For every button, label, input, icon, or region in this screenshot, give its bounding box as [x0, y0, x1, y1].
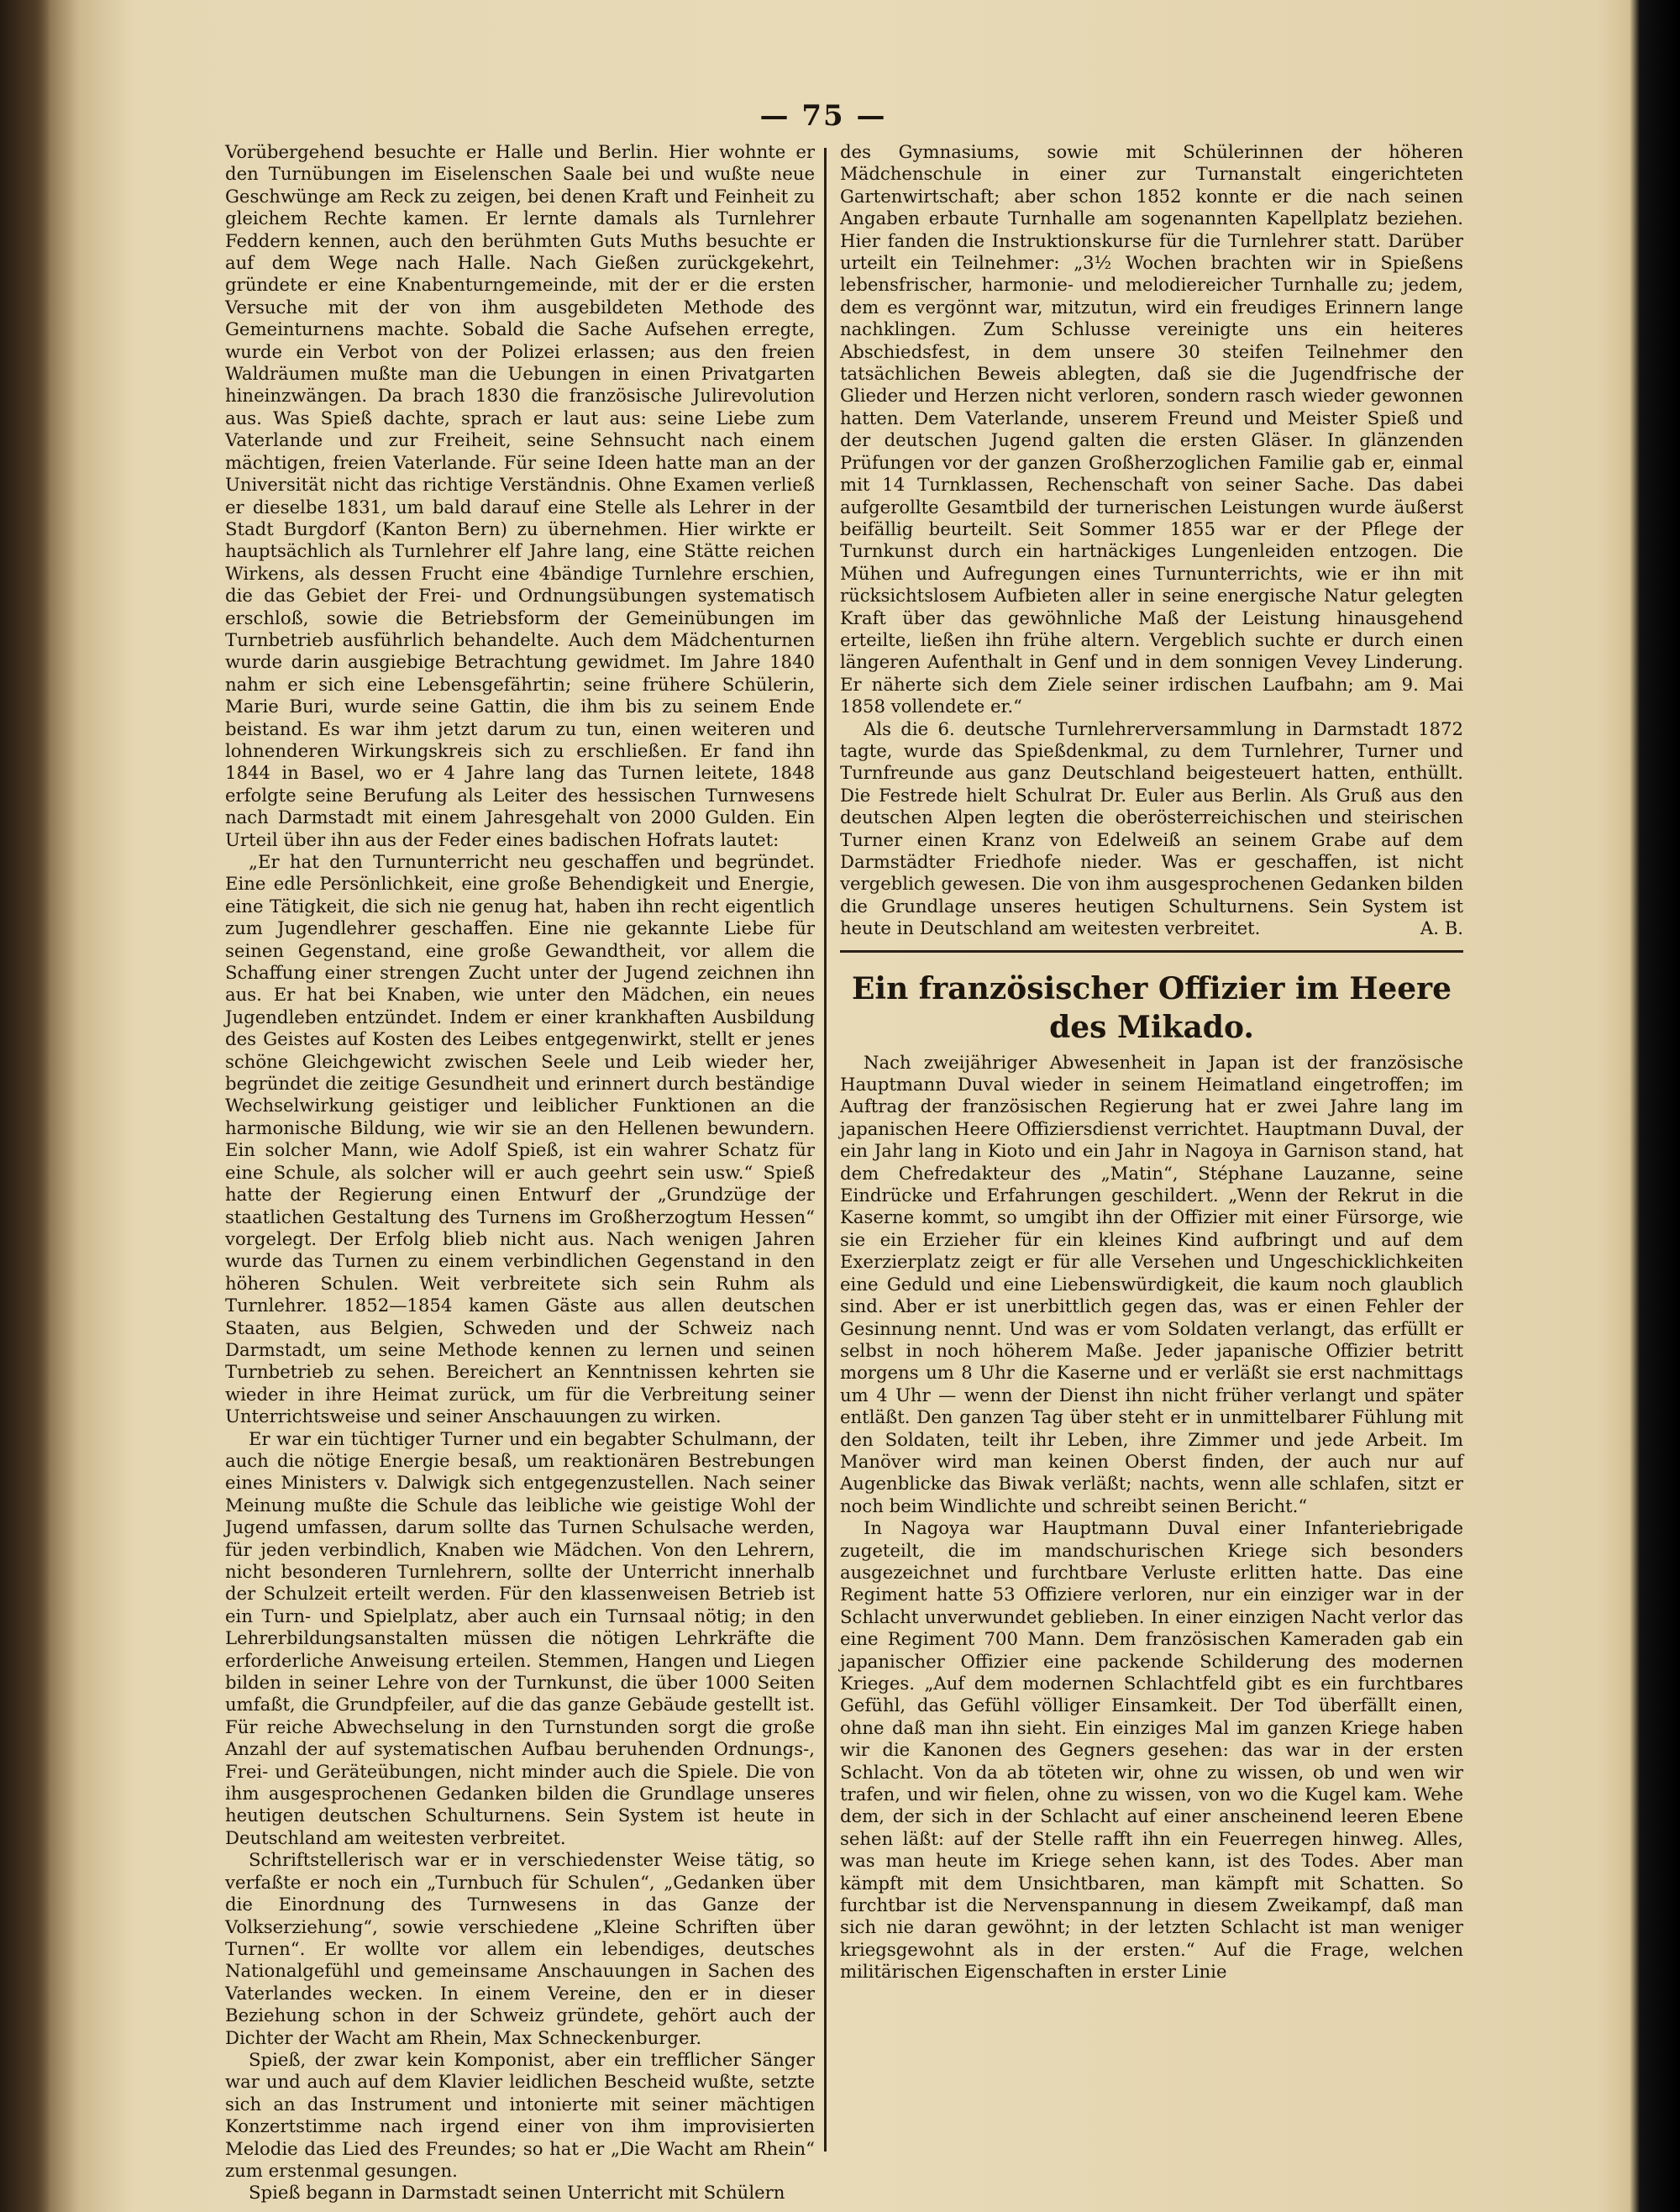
page-number: — 75 —	[759, 99, 887, 133]
book-binding-shadow	[0, 0, 50, 2212]
column-divider	[824, 148, 827, 2152]
right-column	[840, 141, 1463, 2174]
paragraph: Spieß, der zwar kein Komponist, aber ein trefflicher Sänger war und auch auf dem Klavier leidlichen Bescheid wußte, setzte sich an das Instrument und intonierte mit seiner mächtigen Konzertstimme nach irgend einer von ihm improvisierten Melodie das Lied des Freundes; so hat er „Die Wacht am Rhein“ zum erstenmal gesungen.	[225, 2048, 815, 2181]
article-separator	[840, 950, 1463, 953]
paragraph: Er war ein tüchtiger Turner und ein begabter Schulmann, der auch die nötige Energie besaß, um reaktionären Bestrebungen eines Ministers v. Dalwigk sich entgegenzustellen. Nach seiner Meinung mußte die Schule das leibliche wie geistige Wohl der Jugend umfassen, darum sollte das Turnen Schulsache werden, für jeden verbindlich, Knaben wie Mädchen. Von den Lehrern, nicht besonderen Turnlehrern, sollte der Unterricht innerhalb der Schulzeit erteilt werden. Für den klassenweisen Betrieb ist ein Turn- und Spielplatz, aber auch ein Turnsaal nötig; in den Lehrerbildungsanstalten müssen die nötigen Lehrkräfte die erforderliche Anweisung erteilen. Stemmen, Hangen und Liegen bilden in seiner Lehre von der Turnkunst, die über 1000 Seiten umfaßt, die Grundpfeiler, auf die das ganze Gebäude gestellt ist. Für reiche Abwechselung in den Turnstunden sorgt die große Anzahl der auf systematischen Aufbau beruhenden Ordnungs-, Frei- und Geräteübungen, nicht minder auch die Spiele. Die von ihm ausgesprochenen Gedanken bilden die Grundlage unseres heutigen deutschen Schulturnens. Sein System ist heute in Deutschland am weitesten verbreitet.	[225, 1427, 815, 1848]
left-column	[225, 141, 815, 2204]
article-title: Ein französischer Offizier im Heere des Mikado.	[851, 970, 1452, 1045]
author-signature: A. B.	[1420, 917, 1463, 939]
closing-text: Als die 6. deutsche Turnlehrerversammlung in Darmstadt 1872 tagte, wurde das Spießdenkmal, zu dem Turnlehrer, Turner und Turnfreunde aus ganz Deutschland beigesteuert hatten, enthüllt. Die Festrede hielt Schulrat Dr. Euler aus Berlin. Als Gruß aus den deutschen Alpen legten die oberösterreichischen und steirischen Turner einen Kranz von Edelweiß an seinem Grabe auf dem Darmstädter Friedhofe nieder. Was er geschaffen, ist nicht vergeblich gewesen. Die von ihm ausgesprochenen Gedanken bilden die Grundlage unseres heutigen Schulturnens. Sein System ist heute in Deutschland am weitesten verbreitet.	[840, 717, 1463, 939]
quote-paragraph: „Er hat den Turnunterricht neu geschaffen und begründet. Eine edle Persönlichkeit, eine große Behendigkeit und Energie, eine Tätigkeit, die sich nie genug hat, haben ihn recht eigentlich zum Jugendlehrer geschaffen. Eine nie gekannte Liebe für seinen Gegenstand, eine große Gewandtheit, vor allem die Schaffung einer strengen Zucht unter der Jugend zeichnen ihn aus. Er hat bei Knaben, wie unter den Mädchen, ein neues Jugendleben entzündet. Indem er einer krankhaften Ausbildung des Geistes auf Kosten des Leibes entgegenwirkt, stellt er jenes schöne Gleichgewicht zwischen Seele und Leib wieder her, begründet die zeitige Gesundheit und erinnert durch beständige Wechselwirkung geistiger und leiblicher Funktionen an die harmonische Bildung, wie wir sie an den Hellenen bewundern. Ein solcher Mann, wie Adolf Spieß, ist ein wahrer Schatz für eine Schule, als solcher will er auch geehrt sein usw.“ Spieß hatte der Regierung einen Entwurf der „Grundzüge der staatlichen Gestaltung des Turnens im Großherzogtum Hessen“ vorgelegt. Der Erfolg blieb nicht aus. Nach wenigen Jahren wurde das Turnen zu einem verbindlichen Gegenstand in den höheren Schulen. Weit verbreitete sich sein Ruhm als Turnlehrer. 1852—1854 kamen Gäste aus allen deutschen Staaten, aus Belgien, Schweden und der Schweiz nach Darmstadt, um seine Methode kennen zu lernen und seinen Turnbetrieb zu sehen. Bereichert an Kenntnissen kehrten sie wieder in ihre Heimat zurück, um für die Verbreitung seiner Unterrichtsweise und seiner Anschauungen zu wirken.	[225, 851, 815, 1427]
paragraph: Schriftstellerisch war er in verschiedenster Weise tätig, so verfaßte er noch ein „Turnbuch für Schulen“, „Gedanken über die Einordnung des Turnwesens in das Ganze der Volkserziehung“, sowie verschiedene „Kleine Schriften über Turnen“. Er wollte vor allem ein lebendiges, deutsches Nationalgefühl und gemeinsame Anschauungen in Sachen des Vaterlandes wecken. In einem Vereine, den er in dieser Beziehung schon in der Schweiz gründete, gehört auch der Dichter der Wacht am Rhein, Max Schneckenburger.	[225, 1849, 815, 2048]
paragraph: Spieß begann in Darmstadt seinen Unterricht mit Schülern	[249, 2182, 785, 2204]
paragraph	[840, 718, 1463, 940]
paragraph: Vorübergehend besuchte er Halle und Berlin. Hier wohnte er den Turnübungen im Eiselenschen Saale bei und wußte neue Geschwünge am Reck zu zeigen, bei denen Kraft und Feinheit zu gleichem Rechte kamen. Er lernte damals als Turnlehrer Feddern kennen, auch den berühmten Guts Muths besuchte er auf dem Wege nach Halle. Nach Gießen zurückgekehrt, gründete er eine Knabenturngemeinde, mit der er die ersten Versuche mit der von ihm ausgebildeten Methode des Gemeinturnens machte. Sobald die Sache Aufsehen erregte, wurde ein Verbot von der Polizei erlassen; aus den freien Waldräumen mußte man die Uebungen in einen Privatgarten hineinzwängen. Da brach 1830 die französische Julirevolution aus. Was Spieß dachte, sprach er laut aus: seine Liebe zum Vaterlande und zur Freiheit, seine Sehnsucht nach einem mächtigen, freien Vaterlande. Für seine Ideen hatte man an der Universität nicht das richtige Verständnis. Ohne Examen verließ er dieselbe 1831, um bald darauf eine Stelle als Lehrer in der Stadt Burgdorf (Kanton Bern) zu übernehmen. Hier wirkte er hauptsächlich als Turnlehrer elf Jahre lang, eine Stätte reichen Wirkens, als dessen Frucht eine 4bändige Turnlehre erschien, die das Gebiet der Frei- und Ordnungsübungen systematisch erschloß, sowie die Betriebsform der Gemeinübungen im Turnbetrieb ausführlich behandelte. Auch dem Mädchenturnen wurde darin ausgiebige Betrachtung gewidmet. Im Jahre 1840 nahm er sich eine Lebensgefährtin; seine frühere Schülerin, Marie Buri, wurde seine Gattin, die ihm bis zu seinem Ende beistand. Es war ihm jetzt darum zu tun, einen weiteren und lohnenderen Wirkungskreis sich zu erschließen. Er fand ihn 1844 in Basel, wo er 4 Jahre lang das Turnen leitete, 1848 erfolgte seine Berufung als Leiter des hessischen Turnwesens nach Darmstadt mit einem Jahresgehalt von 2000 Gulden. Ein Urteil über ihn aus der Feder eines badischen Hofrats lautet:	[225, 141, 815, 850]
paragraph: des Gymnasiums, sowie mit Schülerinnen der höheren Mädchenschule in einer zur Turnanstalt eingerichteten Gartenwirtschaft; aber schon 1852 konnte er die nach seinen Angaben erbaute Turnhalle am sogenannten Kapellplatz beziehen. Hier fanden die Instruktionskurse für die Turnlehrer statt. Darüber urteilt ein Teilnehmer: „3½ Wochen brachten wir in Spießens lebensfrischer, harmonie- und melodiereicher Turnhalle zu; jedem, dem es vergönnt war, mitzutun, wird ein freudiges Erinnern lange nachklingen. Zum Schlusse vereinigte uns ein heiteres Abschiedsfest, in dem unsere 30 steifen Teilnehmer den tatsächlichen Beweis ablegten, daß sie die Jugendfrische der Glieder und Herzen nicht verloren, sondern rasch wieder gewonnen hatten. Dem Vaterlande, unserem Freund und Meister Spieß und der deutschen Jugend galten die ersten Gläser. In glänzenden Prüfungen vor der ganzen Großherzoglichen Familie gab er, einmal mit 14 Turnklassen, Rechenschaft von seiner Sache. Das dabei aufgerollte Gesamtbild der turnerischen Leistungen wurde äußerst beifällig beurteilt. Seit Sommer 1855 war er der Pflege der Turnkunst durch ein hartnäckiges Lungenleiden entzogen. Die Mühen und Aufregungen eines Turnunterrichts, wie er ihn mit rücksichtslosem Aufbieten aller in seine energische Natur gelegten Kraft über das gewöhnliche Maß der Leistung hinausgehend erteilte, ließen ihn frühe altern. Vergeblich suchte er durch einen längeren Aufenthalt in Genf und in dem sonnigen Vevey Linderung. Er näherte sich dem Ziele seiner irdischen Laufbahn; am 9. Mai 1858 vollendete er.“	[840, 141, 1463, 717]
paragraph: Nach zweijähriger Abwesenheit in Japan ist der französische Hauptmann Duval wieder in seinem Heimatland eingetroffen; im Auftrag der französischen Regierung hat er zwei Jahre lang im japanischen Heere Offiziersdienst verrichtet. Hauptmann Duval, der ein Jahr lang in Kioto und ein Jahr in Nagoya in Garnison stand, hat dem Chefredakteur des „Matin“, Stéphane Lauzanne, seine Eindrücke und Erfahrungen geschildert. „Wenn der Rekrut in die Kaserne kommt, so umgibt ihn der Offizier mit einer Fürsorge, wie sie ein Erzieher für ein kleines Kind aufbringt und auf dem Exerzierplatz zeigt er für alle Versehen und Ungeschicklichkeiten eine Geduld und eine Liebenswürdigkeit, die kaum noch glaublich sind. Aber er ist unerbittlich gegen das, was er einen Fehler der Gesinnung nennt. Und was er vom Soldaten verlangt, das erfüllt er selbst in noch höherem Maße. Jeder japanische Offizier betritt morgens um 8 Uhr die Kaserne und er verläßt sie erst nachmittags um 4 Uhr — wenn der Dienst ihn nicht früher verlangt und später entläßt. Den ganzen Tag über steht er in unmittelbarer Fühlung mit den Soldaten, teilt ihr Leben, ihre Zimmer und jede Arbeit. Im Manöver wird man keinen Oberst finden, der auch nur auf Augenblicke das Biwak verläßt; nachts, wenn alle schlafen, sitzt er noch beim Windlichte und schreibt seinen Bericht.“	[840, 1051, 1463, 1516]
paragraph: In Nagoya war Hauptmann Duval einer Infanteriebrigade zugeteilt, die im mandschurischen Kriege sich besonders ausgezeichnet und furchtbare Verluste erlitten hatte. Das eine Regiment hatte 53 Offiziere verloren, nur ein einziger war in der Schlacht unverwundet geblieben. In einer einzigen Nacht verlor das eine Regiment 700 Mann. Dem französischen Kameraden gab ein japanischer Offizier eine packende Schilderung des modernen Krieges. „Auf dem modernen Schlachtfeld gibt es ein furchtbares Gefühl, das Gefühl völliger Einsamkeit. Der Tod überfällt einen, ohne daß man ihn sieht. Ein einziges Mal im ganzen Kriege haben wir die Kanonen des Gegners gesehen: das war in der ersten Schlacht. Von da ab töteten wir, ohne zu wissen, ob und wen wir trafen, und wir fielen, ohne zu wissen, von wo die Kugel kam. Wehe dem, der sich in der Schlacht auf einer anscheinend leeren Ebene sehen läßt: auf der Stelle rafft ihn ein Feuerregen hinweg. Alles, was man heute im Kriege sehen kann, ist des Todes. Aber man kämpft mit dem Unsichtbaren, man kämpft mit Schatten. So furchtbar ist die Nervenspannung in diesem Zweikampf, daß man sich nie daran gewöhnt; in der letzten Schlacht ist man weniger kriegsgewohnt als in der ersten.“ Auf die Frage, welchen militärischen Eigenschaften in erster Linie	[840, 1517, 1463, 1983]
